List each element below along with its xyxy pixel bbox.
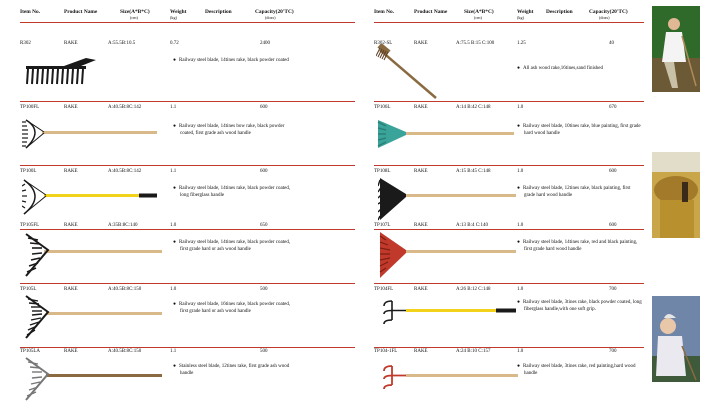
capacity: 2400 xyxy=(260,41,270,46)
capacity: 500 xyxy=(260,287,268,292)
right-table-header xyxy=(374,0,644,23)
weight: 1.25 xyxy=(517,41,526,46)
product-name: RAKE xyxy=(64,105,78,110)
size: A:14 B:42 C:148 xyxy=(456,105,491,110)
description: ● Railway steel blade, 3tines rake, black powder coated, long fiberglass handle,with one soft grip. xyxy=(524,300,642,313)
header-item-no: Item No. xyxy=(374,9,395,15)
description: ● Stainless steel blade, 12tines rake, first grade ash wood handle xyxy=(180,364,295,377)
weight: 1.1 xyxy=(170,169,177,174)
product-name: RAKE xyxy=(64,169,78,174)
header-size-unit: (cm) xyxy=(474,15,482,20)
product-name: RAKE xyxy=(414,349,428,354)
product-row xyxy=(374,102,644,166)
rake-wooden-image xyxy=(376,44,516,100)
capacity: 40 xyxy=(609,41,614,46)
weight: 1.1 xyxy=(170,349,177,354)
product-name: RAKE xyxy=(414,105,428,110)
left-catalog-page xyxy=(20,0,355,376)
product-name: RAKE xyxy=(414,287,428,292)
product-row xyxy=(20,284,355,348)
header-weight: Weight xyxy=(517,9,534,15)
size: A:55.5B:10.5 xyxy=(108,41,136,46)
rake-head-image xyxy=(24,56,104,96)
elderly-gardener-photo xyxy=(652,296,700,382)
weight: 1.0 xyxy=(517,349,524,354)
size: A:40.5B:8C:142 xyxy=(108,105,142,110)
size: A:24 B:10 C:157 xyxy=(456,349,491,354)
capacity: 600 xyxy=(609,223,617,228)
item-no: TP105L xyxy=(20,287,37,292)
header-capacity: Capacity(20'TC) xyxy=(255,9,294,15)
description: ● Railway steel blade, 3tines rake, red painting,hard wood handle xyxy=(524,364,642,377)
product-name: RAKE xyxy=(64,223,78,228)
product-name: RAKE xyxy=(64,41,78,46)
description: ● All ash wood rake,16tines,sand finished xyxy=(524,66,642,73)
size: A:40.5B:8C:142 xyxy=(108,169,142,174)
product-row xyxy=(20,38,355,102)
product-row xyxy=(20,102,355,166)
description: ● Railway steel blade, 14tines rake, black powder coated, first grade hard or ash wood handle xyxy=(180,240,295,253)
capacity: 700 xyxy=(609,349,617,354)
gardener-photo xyxy=(652,6,700,92)
capacity: 600 xyxy=(260,105,268,110)
size: A:15 B:45 C:148 xyxy=(456,169,491,174)
rake-black-image xyxy=(378,176,518,224)
capacity: 600 xyxy=(260,169,268,174)
rake-stainless-image xyxy=(24,354,164,404)
item-no: TP106L xyxy=(374,105,391,110)
item-no: TP108L xyxy=(374,169,391,174)
cultivator-fiberglass-image xyxy=(382,296,522,336)
product-name: RAKE xyxy=(414,41,428,46)
product-name: RAKE xyxy=(64,349,78,354)
product-name: RAKE xyxy=(64,287,78,292)
weight: 1.0 xyxy=(517,287,524,292)
header-size: Size(A*B*C) xyxy=(120,9,150,15)
capacity: 670 xyxy=(609,105,617,110)
capacity: 600 xyxy=(609,169,617,174)
rake-16tines-image xyxy=(24,292,164,342)
size: A:26 B:12 C:148 xyxy=(456,287,491,292)
rake-14tines-image xyxy=(24,230,164,280)
weight: 1.0 xyxy=(517,169,524,174)
header-weight: Weight xyxy=(170,9,187,15)
rake-bow-image xyxy=(22,116,162,156)
size: A:40.5B:8C:150 xyxy=(108,287,142,292)
size: A:35B:8C:140 xyxy=(108,223,138,228)
product-name: RAKE xyxy=(414,169,428,174)
description: ● Railway steel blade, 14tines bow rake, black powder coated, first grade ash wood handle xyxy=(180,124,295,137)
item-no: TP104FL xyxy=(374,287,394,292)
item-no: TP107L xyxy=(374,223,391,228)
weight: 1.0 xyxy=(517,223,524,228)
weight: 1.1 xyxy=(170,105,177,110)
weight: 0.72 xyxy=(170,41,179,46)
item-no: R302 xyxy=(20,41,31,46)
header-weight-unit: (kg) xyxy=(517,15,524,20)
header-capacity-unit: (dozs) xyxy=(599,15,610,20)
header-capacity: Capacity(20'TC) xyxy=(589,9,628,15)
left-table-header xyxy=(20,0,355,23)
product-row xyxy=(374,346,644,409)
header-item-no: Item No. xyxy=(20,9,41,15)
hay-field-photo xyxy=(652,152,700,238)
size: A:40.5B:8C:150 xyxy=(108,349,142,354)
capacity: 650 xyxy=(260,223,268,228)
right-catalog-page xyxy=(374,0,644,376)
item-no: TP100L xyxy=(20,169,37,174)
capacity: 500 xyxy=(260,349,268,354)
product-row xyxy=(374,220,644,284)
product-row xyxy=(374,38,644,102)
weight: 1.0 xyxy=(517,105,524,110)
capacity: 700 xyxy=(609,287,617,292)
size: A:13 B:4 C:140 xyxy=(456,223,488,228)
header-description: Description xyxy=(546,9,573,15)
weight: 1.0 xyxy=(170,223,177,228)
header-product-name: Product Name xyxy=(414,9,448,15)
size: A:75.5 B:15 C:100 xyxy=(456,41,495,46)
item-no: TP104-1FL xyxy=(374,349,398,354)
rake-fiberglass-image xyxy=(22,178,162,220)
product-row xyxy=(20,346,355,409)
header-description: Description xyxy=(205,9,232,15)
header-size: Size(A*B*C) xyxy=(464,9,494,15)
description: ● Railway steel blade, 14tines rake, black powder coated, long fiberglass handle xyxy=(180,186,295,199)
description: ● Railway steel blade, 16tines rake, black powder coated, first grade hard or ash wood handle xyxy=(180,302,295,315)
product-row xyxy=(20,220,355,284)
description: ● Railway steel blade, 14tines rake, red and black painting, first grade hard wood handle xyxy=(524,240,642,253)
product-name: RAKE xyxy=(414,223,428,228)
item-no: TP105LA xyxy=(20,349,40,354)
product-row xyxy=(374,284,644,348)
weight: 1.0 xyxy=(170,287,177,292)
cultivator-red-image xyxy=(382,360,522,400)
description: ● Railway steel blade, 14tines rake, black powder coated xyxy=(180,58,295,65)
description: ● Railway steel blade, 10tines rake, blue painting, first grade hard wood handle xyxy=(524,124,642,137)
header-size-unit: (cm) xyxy=(130,15,138,20)
rake-blue-image xyxy=(376,116,516,156)
header-capacity-unit: (dozs) xyxy=(265,15,276,20)
description: ● Railway steel blade, 12tines rake, black painting, first grade hard wood handle xyxy=(524,186,642,199)
rake-red-image xyxy=(378,230,518,280)
item-no: R302-SL xyxy=(374,41,393,46)
header-product-name: Product Name xyxy=(64,9,98,15)
item-no: TP100FL xyxy=(20,105,40,110)
item-no: TP105FL xyxy=(20,223,40,228)
header-weight-unit: (kg) xyxy=(170,15,177,20)
